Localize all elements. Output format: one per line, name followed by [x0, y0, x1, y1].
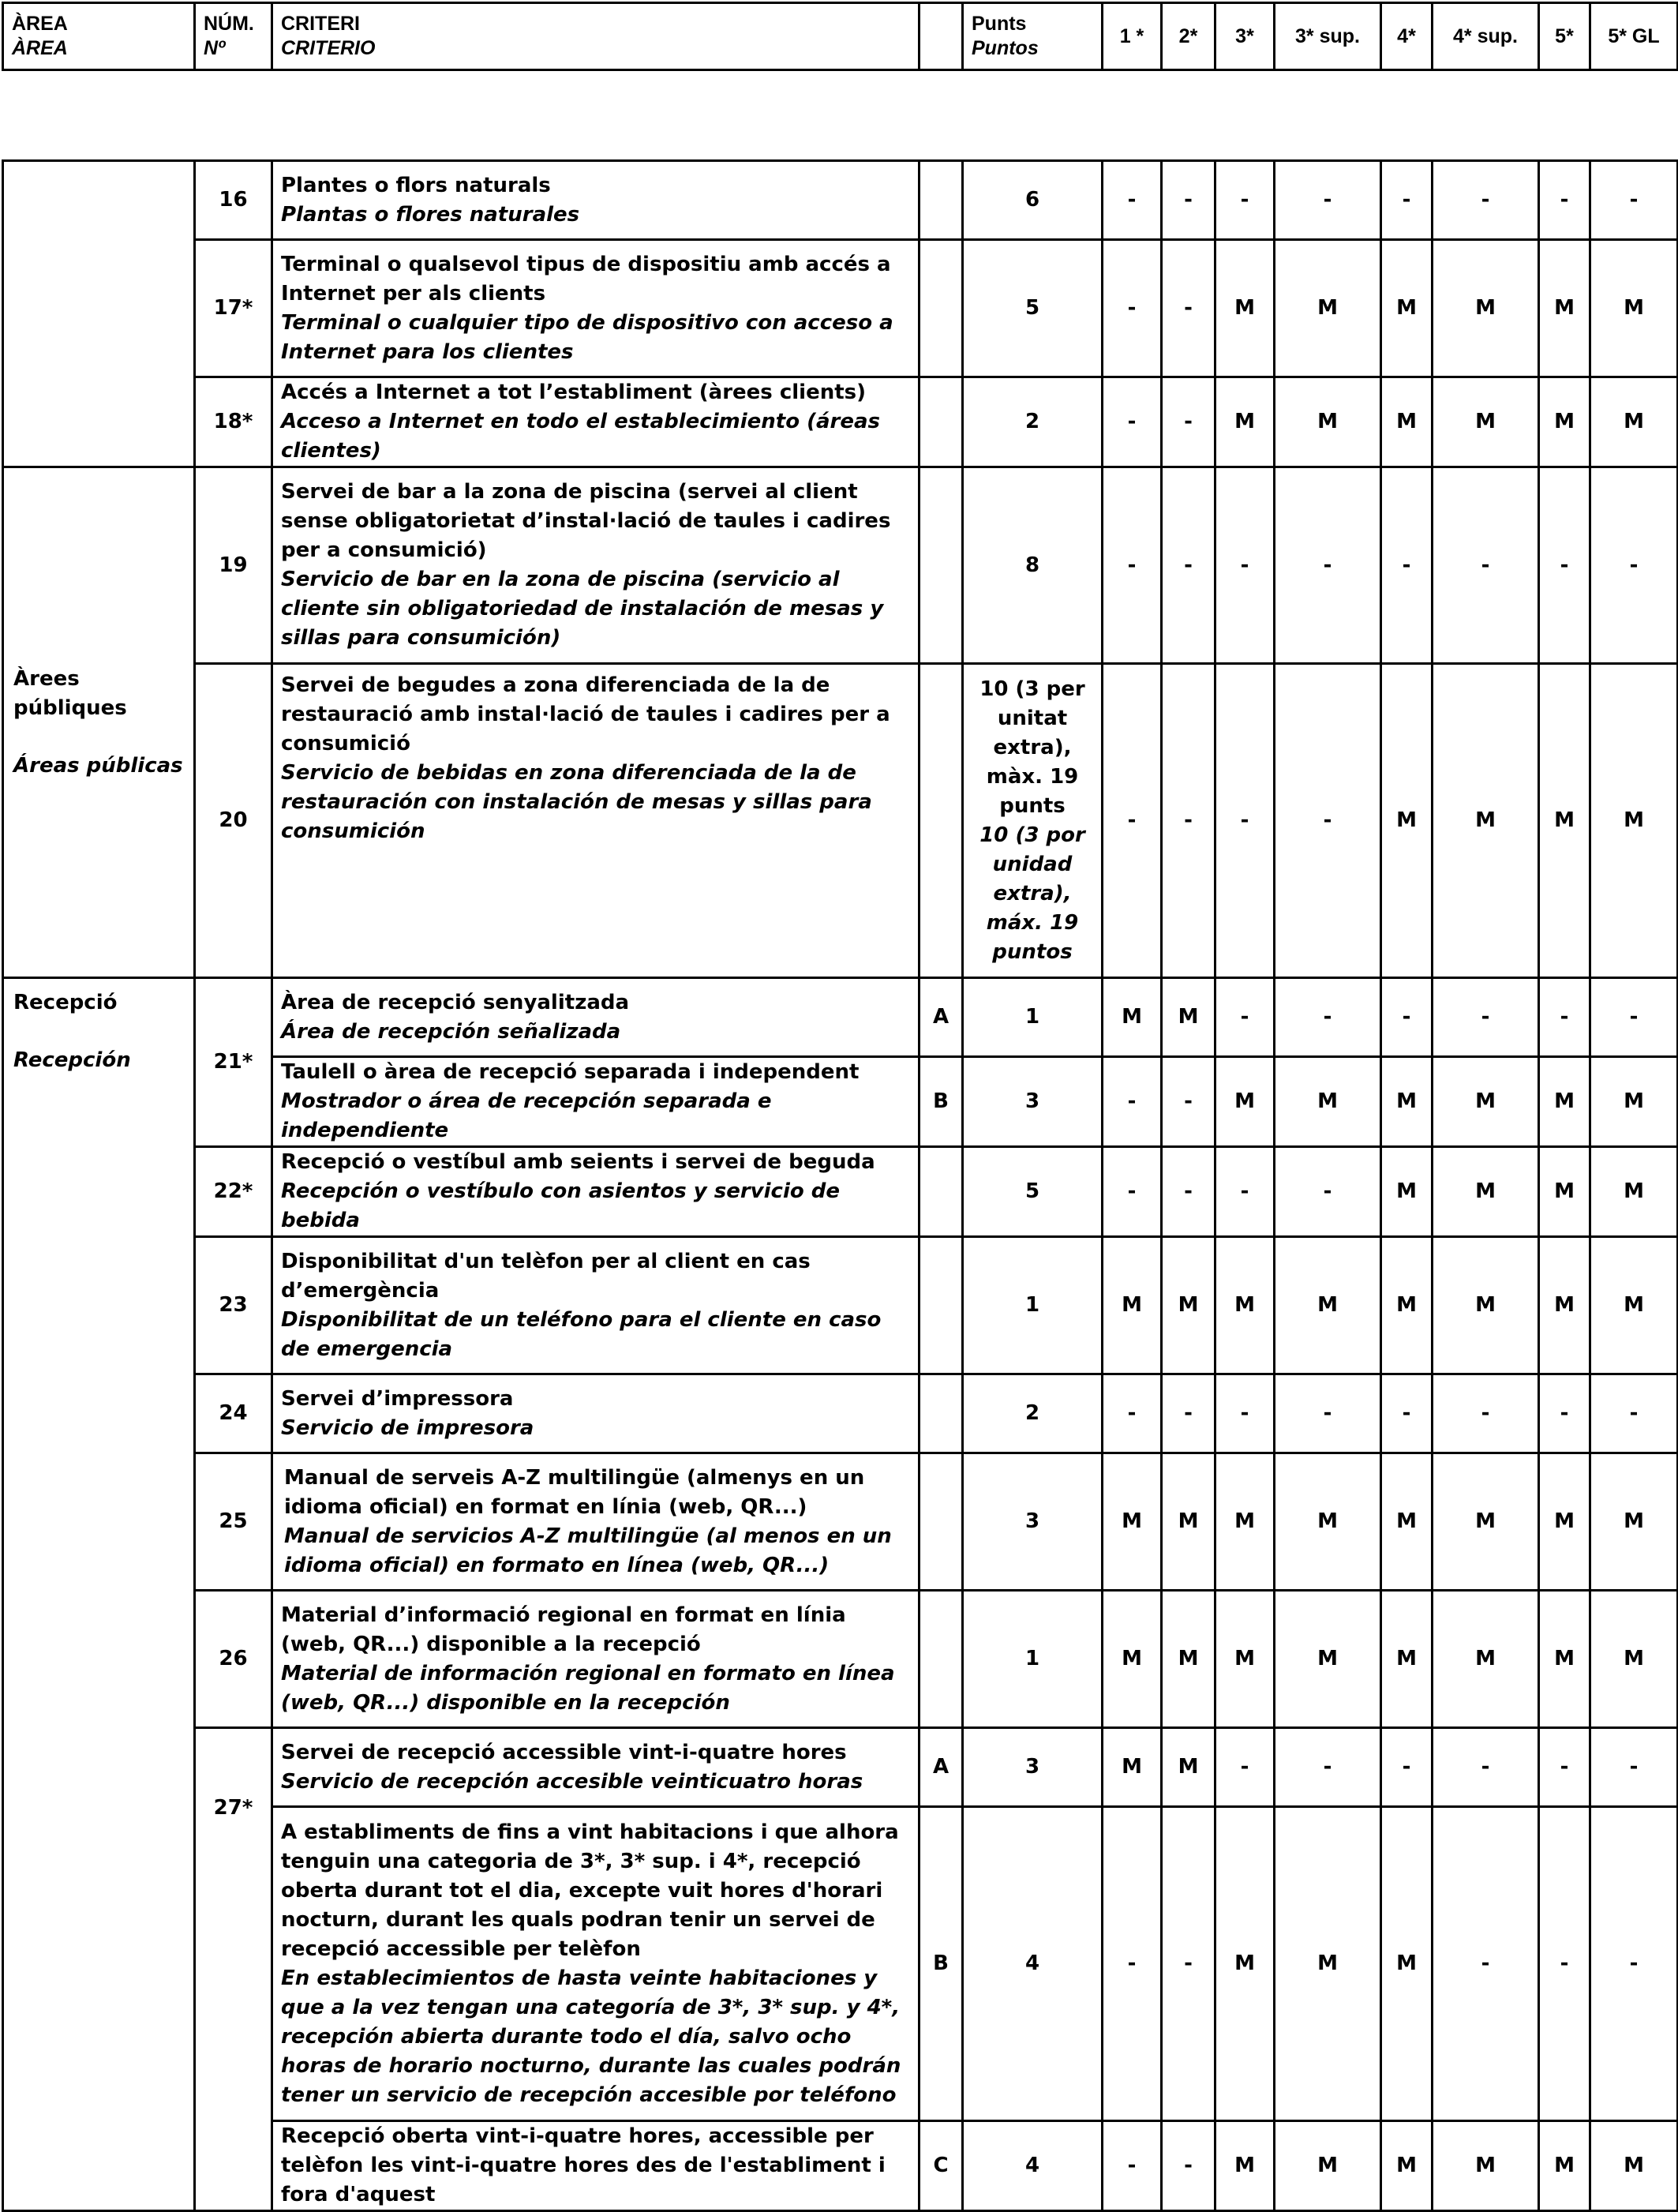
option-letter: C [920, 2121, 963, 2211]
cat-value: - [1275, 978, 1381, 1057]
table-row [3, 1591, 1678, 1728]
cat-value: M [1215, 377, 1275, 467]
cat-value: M [1275, 1057, 1381, 1147]
cat-value: M [1215, 1807, 1275, 2121]
cat-value: M [1433, 240, 1539, 377]
cat-value: M [1275, 1453, 1381, 1591]
criterion-number: 19 [195, 467, 272, 664]
cat-value: M [1275, 1807, 1381, 2121]
table-row [3, 377, 1678, 467]
criterion-number: 27* [195, 1728, 272, 2211]
cat-value: - [1539, 467, 1590, 664]
cat-value: - [1433, 467, 1539, 664]
cat-value: - [1590, 161, 1678, 240]
criterion-text: Àrea de recepció senyalitzada Área de recepción señalizada [272, 978, 920, 1057]
area-label-recepcio: Recepció Recepción [3, 978, 195, 2211]
criterion-text: Taulell o àrea de recepció separada i independent Mostrador o área de recepción separada e independiente [272, 1057, 920, 1147]
cat-value: M [1381, 240, 1433, 377]
cat-value: M [1215, 1591, 1275, 1728]
criterion-text: Accés a Internet a tot l’establiment (àrees clients) Acceso a Internet en todo el establecimiento (áreas clientes) [272, 377, 920, 467]
cat-value: - [1539, 978, 1590, 1057]
cat-value: M [1433, 1057, 1539, 1147]
cat-value: - [1275, 1374, 1381, 1453]
cat-value: M [1381, 1807, 1433, 2121]
criterion-text: Servei de recepció accessible vint-i-quatre hores Servicio de recepción accesible veinticuatro horas [272, 1728, 920, 1807]
cat-value: M [1539, 1147, 1590, 1237]
cat-value: M [1539, 1591, 1590, 1728]
header-cat-3sup: 3* sup. [1275, 3, 1381, 70]
cat-value: M [1590, 2121, 1678, 2211]
points: 3 [963, 1453, 1103, 1591]
header-num: NÚM. Nº [195, 3, 272, 70]
header-cat-4sup: 4* sup. [1433, 3, 1539, 70]
header-cat-2: 2* [1162, 3, 1215, 70]
criteria-table [2, 159, 1678, 2212]
cat-value: - [1215, 1147, 1275, 1237]
cat-value: M [1590, 1057, 1678, 1147]
cat-value: - [1162, 1147, 1215, 1237]
cat-value: M [1162, 1237, 1215, 1374]
cat-value: M [1539, 664, 1590, 978]
area-label-arees-publiques: Àrees públiques Áreas públicas [3, 467, 195, 978]
option-letter: A [920, 978, 963, 1057]
cat-value: M [1433, 1591, 1539, 1728]
table-row [3, 240, 1678, 377]
option-letter [920, 1374, 963, 1453]
cat-value: - [1539, 1374, 1590, 1453]
option-letter: B [920, 1807, 963, 2121]
cat-value: M [1590, 377, 1678, 467]
cat-value: M [1162, 1453, 1215, 1591]
option-letter [920, 467, 963, 664]
cat-value: - [1539, 1728, 1590, 1807]
cat-value: - [1275, 1147, 1381, 1237]
criterion-text: Recepció oberta vint-i-quatre hores, accessible per telèfon les vint-i-quatre hores des de l'establiment i fora d'aquest [272, 2121, 920, 2211]
cat-value: - [1162, 240, 1215, 377]
cat-value: - [1162, 1057, 1215, 1147]
cat-value: M [1381, 1591, 1433, 1728]
cat-value: M [1539, 1237, 1590, 1374]
header-row [3, 3, 1678, 70]
points: 1 [963, 978, 1103, 1057]
option-letter [920, 664, 963, 978]
cat-value: - [1103, 240, 1162, 377]
cat-value: - [1590, 1807, 1678, 2121]
cat-value: - [1275, 467, 1381, 664]
cat-value: - [1433, 1807, 1539, 2121]
criterion-text: Servei de bar a la zona de piscina (servei al client sense obligatorietat d’instal·lació de taules i cadires per a consumició) Servicio de bar en la zona de piscina (servicio al cliente sin obligatoriedad de instalación de mesas y sillas para consumición) [272, 467, 920, 664]
cat-value: M [1433, 377, 1539, 467]
cat-value: - [1590, 978, 1678, 1057]
cat-value: - [1275, 664, 1381, 978]
table-row [3, 1453, 1678, 1591]
cat-value: - [1381, 1728, 1433, 1807]
points: 3 [963, 1728, 1103, 1807]
criterion-number: 25 [195, 1453, 272, 1591]
cat-value: - [1103, 161, 1162, 240]
header-cat-4: 4* [1381, 3, 1433, 70]
cat-value: M [1539, 1453, 1590, 1591]
cat-value: - [1162, 467, 1215, 664]
cat-value: M [1103, 1591, 1162, 1728]
header-cat-1: 1 * [1103, 3, 1162, 70]
cat-value: - [1103, 1374, 1162, 1453]
cat-value: - [1215, 161, 1275, 240]
cat-value: M [1275, 240, 1381, 377]
cat-value: M [1590, 1453, 1678, 1591]
cat-value: M [1381, 2121, 1433, 2211]
cat-value: - [1590, 1728, 1678, 1807]
cat-value: - [1103, 1147, 1162, 1237]
cat-value: - [1103, 1807, 1162, 2121]
criterion-text: Terminal o qualsevol tipus de dispositiu amb accés a Internet per als clients Terminal o cualquier tipo de dispositivo con acceso a Internet para los clientes [272, 240, 920, 377]
option-letter [920, 161, 963, 240]
points: 5 [963, 240, 1103, 377]
header-area: ÀREA ÀREA [3, 3, 195, 70]
cat-value: - [1275, 161, 1381, 240]
cat-value: M [1275, 1237, 1381, 1374]
criterion-number: 23 [195, 1237, 272, 1374]
table-row [3, 1728, 1678, 1807]
points: 2 [963, 1374, 1103, 1453]
cat-value: M [1539, 2121, 1590, 2211]
cat-value: M [1215, 1057, 1275, 1147]
option-letter: B [920, 1057, 963, 1147]
cat-value: M [1590, 1237, 1678, 1374]
cat-value: - [1215, 1728, 1275, 1807]
table-row [3, 1237, 1678, 1374]
option-letter: A [920, 1728, 963, 1807]
cat-value: M [1103, 1453, 1162, 1591]
cat-value: - [1590, 1374, 1678, 1453]
table-row [3, 978, 1678, 1057]
cat-value: - [1162, 377, 1215, 467]
cat-value: - [1539, 1807, 1590, 2121]
cat-value: - [1215, 467, 1275, 664]
cat-value: - [1275, 1728, 1381, 1807]
points: 1 [963, 1237, 1103, 1374]
cat-value: M [1162, 1728, 1215, 1807]
cat-value: - [1433, 1728, 1539, 1807]
criterion-number: 16 [195, 161, 272, 240]
criterion-text: Recepció o vestíbul amb seients i servei de beguda Recepción o vestíbulo con asientos y servicio de bebida [272, 1147, 920, 1237]
option-letter [920, 377, 963, 467]
criterion-text: A establiments de fins a vint habitacions i que alhora tenguin una categoria de 3*, 3* sup. i 4*, recepció oberta durant tot el dia, excepte vuit hores d'horari nocturn, durant les quals podran tenir un servei de recepció accessible per telèfon En establecimientos de hasta veinte habitaciones y que a la vez tengan una categoría de 3*, 3* sup. y 4*, recepción abierta durante todo el día, salvo ocho horas de horario nocturno, durante las cuales podrán tener un servicio de recepción accesible por teléfono [272, 1807, 920, 2121]
table-row [3, 161, 1678, 240]
cat-value: M [1433, 2121, 1539, 2211]
cat-value: M [1162, 1591, 1215, 1728]
points: 2 [963, 377, 1103, 467]
cat-value: - [1433, 161, 1539, 240]
cat-value: M [1433, 1147, 1539, 1237]
cat-value: - [1590, 467, 1678, 664]
points: 4 [963, 2121, 1103, 2211]
option-letter [920, 1591, 963, 1728]
criterion-number: 21* [195, 978, 272, 1147]
cat-value: - [1381, 467, 1433, 664]
cat-value: M [1433, 664, 1539, 978]
criterion-text: Servei de begudes a zona diferenciada de la de restauració amb instal·lació de taules i cadires per a consumició Servicio de bebidas en zona diferenciada de la de restauración con instalación de mesas y sillas para consumición [272, 664, 920, 978]
criterion-number: 17* [195, 240, 272, 377]
points: 6 [963, 161, 1103, 240]
cat-value: M [1162, 978, 1215, 1057]
criterion-number: 26 [195, 1591, 272, 1728]
cat-value: - [1381, 1374, 1433, 1453]
cat-value: M [1381, 664, 1433, 978]
cat-value: M [1381, 1057, 1433, 1147]
table-row [3, 1147, 1678, 1237]
cat-value: M [1590, 240, 1678, 377]
points: 8 [963, 467, 1103, 664]
cat-value: M [1539, 240, 1590, 377]
cat-value: - [1215, 978, 1275, 1057]
cat-value: M [1381, 1237, 1433, 1374]
cat-value: - [1162, 664, 1215, 978]
criteria-table-header [2, 2, 1678, 71]
cat-value: - [1381, 978, 1433, 1057]
header-criteri: CRITERI CRITERIO [272, 3, 920, 70]
criterion-number: 22* [195, 1147, 272, 1237]
points: 10 (3 per unitat extra), màx. 19 punts 10 (3 por unidad extra), máx. 19 puntos [963, 664, 1103, 978]
option-letter [920, 240, 963, 377]
cat-value: M [1275, 377, 1381, 467]
cat-value: M [1103, 1237, 1162, 1374]
cat-value: M [1381, 1453, 1433, 1591]
criterion-text: Manual de serveis A-Z multilingüe (almenys en un idioma oficial) en format en línia (web, QR...) Manual de servicios A-Z multilingüe (al menos en un idioma oficial) en formato en línea (web, QR...) [272, 1453, 920, 1591]
cat-value: - [1215, 664, 1275, 978]
cat-value: - [1162, 1374, 1215, 1453]
cat-value: - [1539, 161, 1590, 240]
cat-value: M [1215, 2121, 1275, 2211]
criterion-number: 18* [195, 377, 272, 467]
option-letter [920, 1237, 963, 1374]
cat-value: M [1103, 978, 1162, 1057]
cat-value: M [1215, 1453, 1275, 1591]
cat-value: M [1381, 377, 1433, 467]
header-option [920, 3, 963, 70]
cat-value: - [1162, 161, 1215, 240]
points: 4 [963, 1807, 1103, 2121]
cat-value: - [1433, 1374, 1539, 1453]
header-cat-3: 3* [1215, 3, 1275, 70]
cat-value: - [1433, 978, 1539, 1057]
criterion-text: Material d’informació regional en format en línia (web, QR...) disponible a la recepció Material de información regional en formato en línea (web, QR...) disponible en la recepción [272, 1591, 920, 1728]
cat-value: M [1275, 1591, 1381, 1728]
cat-value: - [1103, 664, 1162, 978]
header-punts: Punts Puntos [963, 3, 1103, 70]
table-row [3, 664, 1678, 978]
cat-value: - [1103, 1057, 1162, 1147]
criterion-text: Plantes o flors naturals Plantas o flores naturales [272, 161, 920, 240]
cat-value: - [1103, 2121, 1162, 2211]
criterion-text: Servei d’impressora Servicio de impresora [272, 1374, 920, 1453]
option-letter [920, 1147, 963, 1237]
table-row [3, 467, 1678, 664]
cat-value: M [1103, 1728, 1162, 1807]
cat-value: M [1590, 1591, 1678, 1728]
cat-value: M [1275, 2121, 1381, 2211]
cat-value: - [1162, 1807, 1215, 2121]
cat-value: - [1162, 2121, 1215, 2211]
points: 1 [963, 1591, 1103, 1728]
header-cat-5: 5* [1539, 3, 1590, 70]
cat-value: M [1433, 1237, 1539, 1374]
table-row [3, 1374, 1678, 1453]
cat-value: M [1590, 1147, 1678, 1237]
cat-value: - [1381, 161, 1433, 240]
cat-value: M [1381, 1147, 1433, 1237]
points: 3 [963, 1057, 1103, 1147]
cat-value: - [1103, 467, 1162, 664]
cat-value: M [1590, 664, 1678, 978]
cat-value: M [1215, 1237, 1275, 1374]
cat-value: M [1539, 1057, 1590, 1147]
criterion-text: Disponibilitat d'un telèfon per al client en cas d’emergència Disponibilitat de un teléfono para el cliente en caso de emergencia [272, 1237, 920, 1374]
cat-value: M [1433, 1453, 1539, 1591]
area-cell-empty [3, 161, 195, 467]
option-letter [920, 1453, 963, 1591]
points: 5 [963, 1147, 1103, 1237]
criterion-number: 20 [195, 664, 272, 978]
cat-value: M [1539, 377, 1590, 467]
header-cat-5gl: 5* GL [1590, 3, 1678, 70]
criterion-number: 24 [195, 1374, 272, 1453]
cat-value: - [1103, 377, 1162, 467]
cat-value: M [1215, 240, 1275, 377]
cat-value: - [1215, 1374, 1275, 1453]
